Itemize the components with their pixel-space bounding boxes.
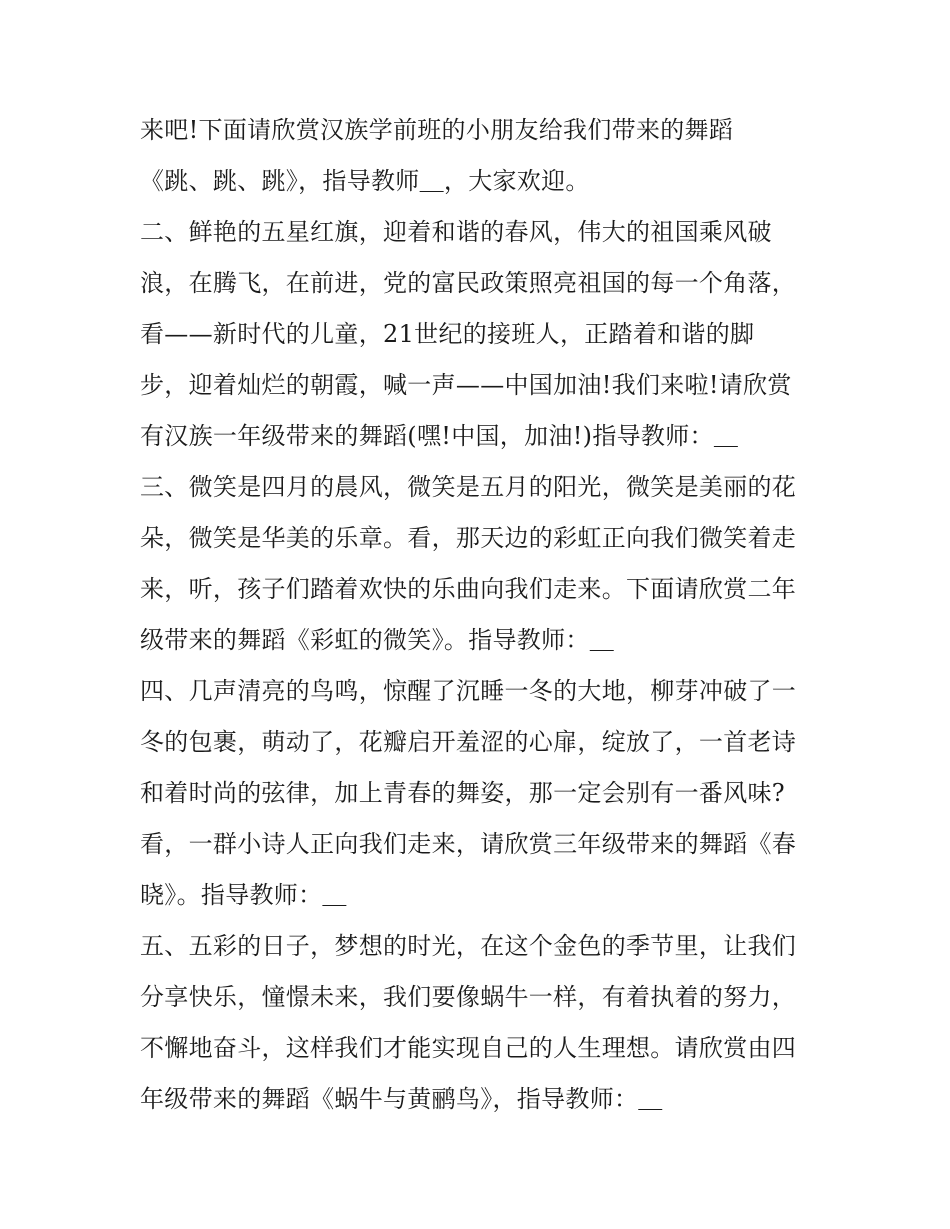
text-line: 浪，在腾飞，在前进，党的富民政策照亮祖国的每一个角落， bbox=[140, 269, 797, 297]
text-line: 看，一群小诗人正向我们走来，请欣赏三年级带来的舞蹈《春 bbox=[140, 830, 797, 858]
text-line: 二、鲜艳的五星红旗，迎着和谐的春风，伟大的祖国乘风破 bbox=[140, 218, 772, 246]
text-line: 冬的包裹，萌动了，花瓣启开羞涩的心扉，绽放了，一首老诗 bbox=[140, 728, 797, 756]
text-line: 分享快乐，憧憬未来，我们要像蜗牛一样，有着执着的努力， bbox=[140, 983, 797, 1011]
text-line: 朵，微笑是华美的乐章。看，那天边的彩虹正向我们微笑着走 bbox=[140, 524, 797, 552]
text-line: 三、微笑是四月的晨风，微笑是五月的阳光，微笑是美丽的花 bbox=[140, 473, 797, 501]
text-line: 来，听，孩子们踏着欢快的乐曲向我们走来。下面请欣赏二年 bbox=[140, 575, 797, 603]
body-text bbox=[140, 105, 820, 1125]
text-line: 级带来的舞蹈《彩虹的微笑》。指导教师：＿ bbox=[140, 626, 614, 654]
text-line: 不懈地奋斗，这样我们才能实现自己的人生理想。请欣赏由四 bbox=[140, 1034, 797, 1062]
text-line: 四、几声清亮的鸟鸣，惊醒了沉睡一冬的大地，柳芽冲破了一 bbox=[140, 677, 797, 705]
text-line: 看——新时代的儿童，21世纪的接班人，正踏着和谐的脚 bbox=[140, 320, 755, 348]
text-line: 来吧!下面请欣赏汉族学前班的小朋友给我们带来的舞蹈 bbox=[140, 116, 734, 144]
text-line: 晓》。指导教师：＿ bbox=[140, 881, 347, 909]
text-line: 和着时尚的弦律，加上青春的舞姿，那一定会别有一番风味? bbox=[140, 779, 785, 807]
text-line: 年级带来的舞蹈《蜗牛与黄鹂鸟》，指导教师：＿ bbox=[140, 1085, 663, 1113]
text-line: 有汉族一年级带来的舞蹈(嘿!中国，加油!)指导教师：＿ bbox=[140, 422, 739, 450]
text-line: 《跳、跳、跳》，指导教师＿，大家欢迎。 bbox=[140, 167, 590, 195]
text-line: 步，迎着灿烂的朝霞，喊一声——中国加油!我们来啦!请欣赏 bbox=[140, 371, 792, 399]
text-line: 五、五彩的日子，梦想的时光，在这个金色的季节里，让我们 bbox=[140, 932, 797, 960]
